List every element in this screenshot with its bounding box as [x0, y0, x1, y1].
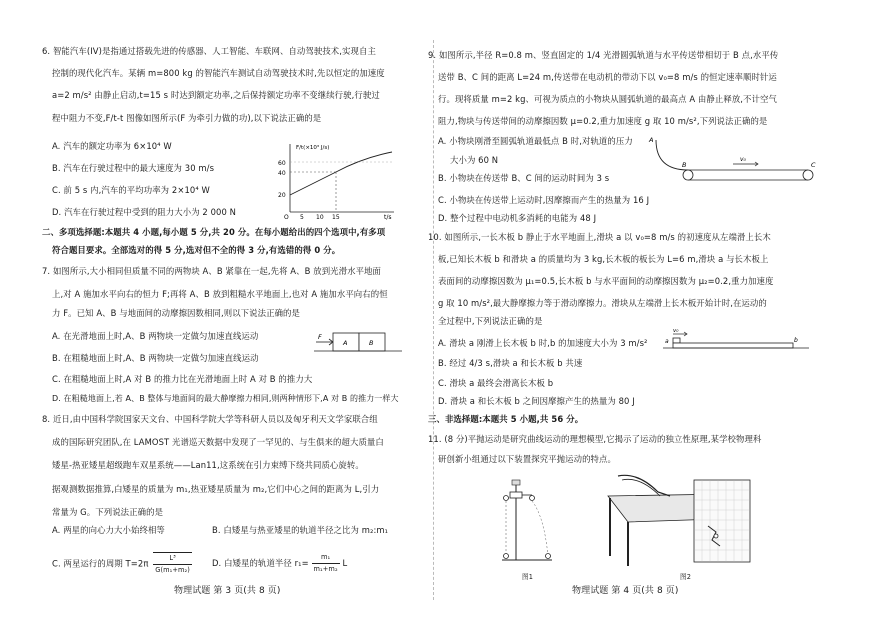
origin-label: O: [284, 214, 289, 220]
option-c: C. 前 5 s 内,汽车的平均功率为 2×10⁴ W: [52, 185, 210, 195]
question-text-line: 7. 如图所示,大小相同但质量不同的两物块 A、B 紧靠在一起,先将 A、B 放到光滑水平地面: [42, 266, 382, 276]
slider-a: [673, 338, 680, 343]
roller-c: [803, 170, 813, 180]
ball-b: [530, 496, 535, 501]
option-b: B. 白矮星与热亚矮星的轨道半径之比为 m₂:m₁: [212, 525, 389, 535]
fraction-denominator: G(m₁+m₂): [155, 566, 190, 574]
question-text-line: 常量为 G。下列说法正确的是: [52, 507, 164, 517]
figure-2: [598, 466, 758, 570]
question-text-line: g 取 10 m/s²,最大静摩擦力等于滑动摩擦力。滑块从左端滑上长木板开始计时,在运动的: [438, 298, 767, 308]
fraction-numerator: m₁: [312, 552, 340, 564]
question-text-line: 据观测数据推算,白矮星的质量为 m₁,热亚矮星质量为 m₂,它们中心之间的距离为 L,引力: [52, 484, 380, 494]
option-d: D. 在粗糙地面上,若 A、B 整体与地面间的最大静摩擦力相同,则两种情形下,A 对 B 的推力一样大: [52, 394, 399, 403]
page-divider: [433, 40, 434, 600]
block-b-label: B: [369, 339, 374, 347]
figure-1: [492, 476, 568, 568]
question-text-line: 矮星-热亚矮星超级跑车双星系统——Lan11,这系统在引力束缚下绕共同质心旋转。: [52, 460, 364, 470]
question-text-line: 8. 近日,由中国科学院国家天文台、中国科学院大学等科研人员以及匈牙利天文学家联合组: [42, 414, 378, 424]
page-footer: 物理试题 第 3 页(共 8 页): [174, 586, 281, 596]
option-d: D. 整个过程中电动机多消耗的电能为 48 J: [438, 213, 597, 223]
y-axis-label: F/t(×10³ J/s): [296, 145, 330, 151]
option-a: A. 在光滑地面上时,A、B 两物块一定做匀加速直线运动: [52, 331, 259, 341]
question-text-line: 11. (8 分)平抛运动是研究曲线运动的理想模型,它揭示了运动的独立性原理,某学校物理科: [428, 434, 762, 444]
section-heading: 三、非选择题:本题共 5 小题,共 56 分。: [428, 414, 584, 424]
roller-b: [683, 170, 693, 180]
fraction-numerator: L³: [153, 553, 192, 565]
fraction-denominator: m₁+m₂: [313, 565, 338, 573]
figure-1-label: 图1: [522, 573, 533, 581]
ball-b-land: [546, 554, 551, 559]
option-a: A. 小物块刚滑至圆弧轨道最低点 B 时,对轨道的压力: [438, 136, 633, 146]
velocity-label: v₀: [673, 328, 679, 334]
page-footer: 物理试题 第 4 页(共 8 页): [572, 586, 679, 596]
question-text-line: 力 F。已知 A、B 与地面间的动摩擦因数相同,则以下说法正确的是: [52, 308, 300, 318]
option-d-suffix: L: [342, 558, 348, 568]
page-right: [428, 0, 870, 629]
option-b: B. 汽车在行驶过程中的最大速度为 30 m/s: [52, 163, 215, 173]
ball-a: [504, 496, 509, 501]
option-b: B. 在粗糙地面上时,A、B 两物块一定做匀加速直线运动: [52, 353, 259, 363]
question-text-line: 送带 B、C 间的距离 L=24 m,传送带在电动机的带动下以 v₀=8 m/s 的恒定速率顺时针运: [438, 72, 777, 82]
question-text-line: 程中阻力不变,F/t-t 图像如图所示(F 为牵引力做的功),以下说法正确的是: [52, 113, 322, 123]
x-tick-label: 15: [332, 214, 340, 220]
question-text-line: 10. 如图所示,一长木板 b 静止于水平地面上,滑块 a 以 v₀=8 m/s 的初速度从左端滑上长木: [428, 232, 771, 242]
board-b-label: b: [794, 337, 798, 344]
option-c: C. 小物块在传送带上运动时,因摩擦而产生的热量为 16 J: [438, 195, 650, 205]
y-tick-label: 20: [278, 192, 286, 199]
ball-a-land: [504, 554, 509, 559]
question-text-line: 上,对 A 施加水平向右的恒力 F;再将 A、B 放到粗糙水平地面上,也对 A 施加水平向右的恒: [52, 289, 388, 299]
clamp: [510, 492, 522, 498]
point-a-label: A: [649, 136, 654, 144]
point-b-label: B: [682, 161, 687, 169]
question-text-line: 板,已知长木板 b 和滑块 a 的质量均为 3 kg,长木板的板长为 L=6 m,滑块 a 与长木板上: [438, 254, 769, 264]
point-c-label: C: [811, 161, 816, 169]
path-b: [532, 501, 548, 556]
force-label: F: [318, 333, 322, 341]
question-text-line: 成的国际研究团队,在 LAMOST 光谱巡天数据中发现了一罕见的、与生俱来的超大质量白: [52, 437, 384, 447]
question-text-line: 研创新小组通过以下装置探究平抛运动的特点。: [438, 454, 616, 464]
section-heading: 符合题目要求。全部选对的得 5 分,选对但不全的得 3 分,有选错的得 0 分。: [52, 245, 341, 255]
arc-conveyor-figure: [648, 134, 818, 186]
velocity-label: v₀: [740, 156, 746, 163]
option-c: C. 滑块 a 最终会滑离长木板 b: [438, 378, 554, 388]
x-tick-label: 5: [300, 214, 304, 220]
option-d: D. 汽车在行驶过程中受到的阻力大小为 2 000 N: [52, 207, 237, 217]
question-text-line: 阻力,物块与传送带间的动摩擦因数 μ=0.2,重力加速度 g 取 10 m/s²,下列说法正确的是: [438, 116, 768, 126]
option-a: A. 滑块 a 刚滑上长木板 b 时,b 的加速度大小为 3 m/s²: [438, 338, 648, 348]
option-d: D. 滑块 a 和长木板 b 之间因摩擦产生的热量为 80 J: [438, 396, 635, 406]
option-a-cont: 大小为 60 N: [450, 155, 499, 165]
page-left: [0, 0, 432, 629]
question-text-line: 行。现将质量 m=2 kg、可视为质点的小物块从圆弧轨道的最高点 A 由静止释放,不计空气: [438, 94, 777, 104]
option-c: [52, 552, 192, 576]
ramp-edge: [622, 479, 660, 496]
ball: [714, 534, 718, 538]
option-c: C. 在粗糙地面上时,A 对 B 的推力比在光滑地面上时 A 对 B 的推力大: [52, 374, 313, 384]
blocks-figure: [312, 328, 404, 356]
figure-2-label: 图2: [680, 573, 691, 581]
question-text-line: 全过程中,下列说法正确的是: [438, 316, 543, 326]
grid-board: [694, 480, 750, 562]
x-tick-label: 10: [316, 214, 324, 220]
y-tick-label: 40: [278, 170, 286, 177]
option-c-prefix: C. 两星运行的周期 T=2π: [52, 558, 149, 569]
option-d-prefix: D. 白矮星的轨道半径 r₁=: [212, 558, 309, 568]
option-a: A. 两星的向心力大小始终相等: [52, 525, 165, 535]
y-tick-label: 60: [278, 160, 286, 167]
question-text-line: 表面间的动摩擦因数为 μ₁=0.5,长木板 b 与水平面间的动摩擦因数为 μ₂=0.2,重力加速度: [438, 276, 774, 286]
question-text-line: 9. 如图所示,半径 R=0.8 m、竖直固定的 1/4 光滑圆弧轨道与水平传送带相切于 B 点,水平传: [428, 50, 779, 60]
question-text-line: 控制的现代化汽车。某辆 m=800 kg 的智能汽车测试自动驾驶技术时,先以恒定的加速度: [52, 68, 385, 78]
slider-a-label: a: [665, 338, 669, 345]
ramp: [618, 475, 670, 496]
question-text-line: a=2 m/s² 由静止启动,t=15 s 时达到额定功率,之后保持额定功率不变继续行驶,行驶过: [52, 90, 380, 100]
block-a-label: A: [343, 339, 348, 347]
option-d: [212, 552, 347, 575]
x-axis-label: t/s: [384, 214, 392, 220]
ft-curve: [290, 152, 392, 195]
option-a: A. 汽车的额定功率为 6×10⁴ W: [52, 141, 172, 151]
section-heading: 二、多项选择题:本题共 4 小题,每小题 5 分,共 20 分。在每小题给出的四个选项中,有多项: [42, 227, 386, 237]
hammer: [512, 480, 520, 485]
board-b: [673, 343, 793, 348]
question-text-line: 6. 智能汽车(IV)是指通过搭载先进的传感器、人工智能、车联网、自动驾驶技术,实现自主: [42, 46, 376, 56]
sqrt-fraction: [153, 552, 192, 576]
option-b: B. 小物块在传送带 B、C 间的运动时间为 3 s: [438, 173, 610, 183]
ft-graph: [272, 140, 402, 220]
board-figure: [661, 326, 811, 354]
option-b: B. 经过 4/3 s,滑块 a 和长木板 b 共速: [438, 358, 583, 368]
fraction: [312, 552, 340, 575]
